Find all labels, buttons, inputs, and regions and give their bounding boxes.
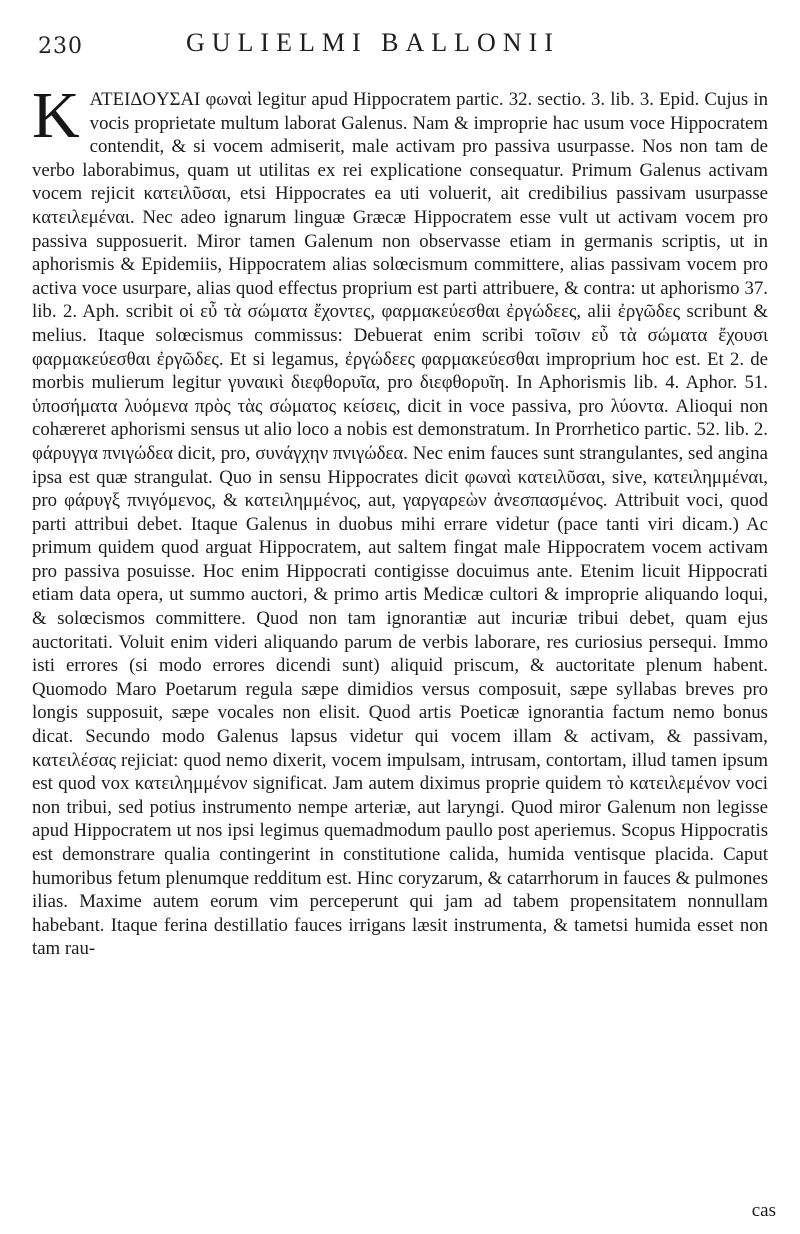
body-paragraph: ATEIΔOYΣAI φωναὶ legitur apud Hippocratem partic. 32. sectio. 3. lib. 3. Epid. Cujus in vocis proprietate multum laborat Galenus. Nam & improprie hac usum voce Hippocratem contendit, & si vocem admiserit, male activam pro passiva usurpasse. Nos non tam de verbo laborabimus, quam ut utilitas ex rei explicatione consequatur. Primum Galenus activam vocem rejicit κατειλῦσαι, etsi Hippocrates ea uti voluerit, ait credibilius passivam usurpasse κατειλεμέναι. Nec adeo ignarum linguæ Græcæ Hippocratem esse vult ut activam vocem pro passiva supposuerit. Miror tamen Galenum non observasse etiam in germanis scriptis, ut in aphorismis & Epidemiis, Hippocratem alias solœcismum committere, alias passivam vocem pro activa voce usurpare, alias quod effectus proprium est parti attribuere, & contra: ut aphorismo 37. lib. 2. Aph. scribit οἱ εὖ τὰ σώματα ἔχοντες, φαρμακεύεσθαι ἐργώδεες, alii ἐργῶδες scribunt & melius. Itaque solœcismus commissus: Debuerat enim scribi τοῖσιν εὖ τὰ σώματα ἔχουσι φαρμακεύεσθαι ἐργῶδες. Et si legamus, ἐργώδεες φαρμακεύεσθαι improprium hoc est. Et 2. de morbis mulierum legitur γυναικὶ διεφθορυῖα, pro διεφθορυῖη. In Aphorismis lib. 4. Aphor. 51. ὑποσήματα λυόμενα πρὸς τὰς σώματος κείσεις, dicit in voce passiva, pro λύοντα. Alioqui non cohæreret aphorismi sensus ut alio loco a nobis est demonstratum. In Prorrhetico partic. 52. lib. 2. φάρυγγα πνιγώδεα dicit, pro, συνάγχην πνιγώδεα. Nec enim fauces sunt strangulantes, sed angina ipsa est quæ strangulat. Quo in sensu Hippocrates dicit φωναὶ κατειλῦσαι, sive, κατειλημμέναι, pro φάρυγξ πνιγόμενος, & κατειλημμένος, aut, γαργαρεὼν ἀνεσπασμένος. Attribuit voci, quod parti attribui debet. Itaque Galenus in duobus mihi errare videtur (pace tanti viri dicam.) Ac primum quidem quod arguat Hippocratem, aut saltem fingat male Hippocratem vocem activam pro passiva posuisse. Hoc enim Hippocrati contigisse docuimus ante. Etenim licuit Hippocrati etiam data opera, ut summo auctori, & primo artis Medicæ cultori & improprie aliquando loqui, & solœcismos committere. Quod non tam ignorantiæ aut incuriæ tribui debet, quam ejus auctoritati. Voluit enim videri aliquando parum de verbis laborare, res curiosius persequi. Immo isti errores (si modo errores dicendi sunt) aliquid priscum, & auctoritate plenum habent. Quomodo Maro Poetarum regula sæpe dimidios versus composuit, sæpe syllabas breves pro longis supposuit, sæpe vocales non elisit. Quod artis Poeticæ ignorantia factum nemo bonus dicat. Secundo modo Galenus lapsus videtur qui vocem illam & activam, & passivam, κατειλέσας rejiciat: quod nemo dixerit, vocem impulsam, intrusam, contortam, illud tamen ipsum est quod vox κατειλημμένον significat. Jam autem diximus proprie quidem τὸ κατειλεμένον voci non tribui, sed potius instrumento nempe arteriæ, aut laryngi. Quod miror Galenum non legisse apud Hippocratem ut nos ipsi legimus quemadmodum paullo post aperiemus. Scopus Hippocratis est demonstrare qualia contingerint in constitutione calida, humida ventisque placida. Caput humoribus fetum plenumque redditum est. Hinc coryzarum, & catarrhorum in fauces & pulmones ilias. Maxime autem eorum vim perceperunt qui jam ad tabem propensitatem nonnullam habebant. Itaque ferina destillatio fauces irrigans læsit instrumenta, & tametsi humida esset non tam rau- bbox=[32, 89, 768, 960]
catchword: cas bbox=[751, 1200, 776, 1221]
drop-cap: K bbox=[32, 79, 80, 152]
running-head: GULIELMI BALLONII bbox=[186, 28, 560, 57]
page-header bbox=[26, 22, 786, 66]
page-number: 230 bbox=[38, 34, 83, 59]
main-text-block bbox=[32, 79, 768, 961]
